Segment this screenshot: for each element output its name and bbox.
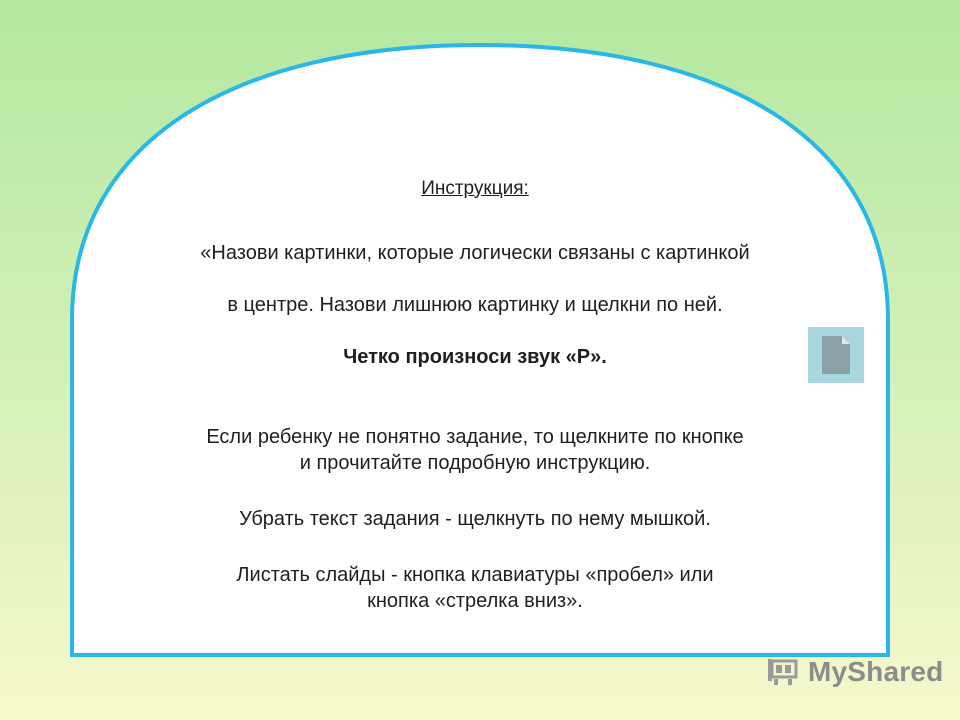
help-paragraph: Если ребенку не понятно задание, то щелкните по кнопке и прочитайте подробную инструкцию. xyxy=(206,426,744,474)
instruction-heading: Инструкция: xyxy=(421,178,529,199)
task-paragraph xyxy=(100,214,850,396)
task-emphasis: Четко произноси звук «Р». xyxy=(343,346,607,368)
task-line-1: «Назови картинки, которые логически связаны с картинкой xyxy=(200,242,750,264)
projector-screen-icon xyxy=(766,657,800,687)
instruction-button[interactable] xyxy=(808,327,864,383)
document-icon xyxy=(820,334,852,376)
remove-paragraph: Убрать текст задания - щелкнуть по нему мышкой. xyxy=(239,508,711,530)
instruction-text[interactable] xyxy=(100,176,850,644)
navigation-paragraph: Листать слайды - кнопка клавиатуры «пробел» или кнопка «стрелка вниз». xyxy=(236,564,714,612)
watermark-brand: MyShared xyxy=(808,656,944,687)
task-line-2: в центре. Назови лишнюю картинку и щелкни по ней. xyxy=(227,294,723,316)
myshared-watermark xyxy=(766,656,943,688)
